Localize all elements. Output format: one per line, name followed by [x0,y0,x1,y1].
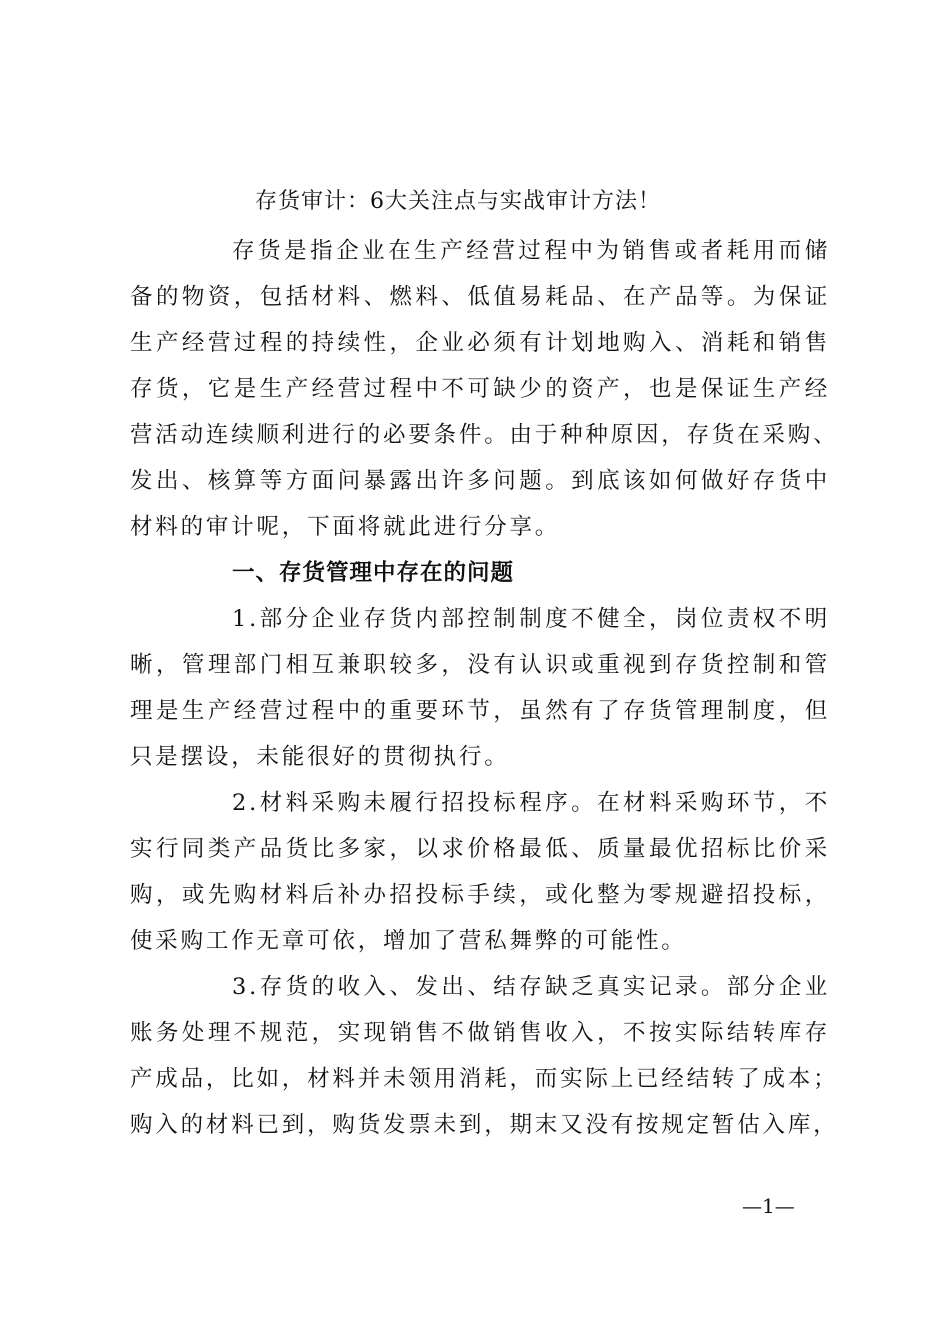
paragraph-line: 理是生产经营过程中的重要环节，虽然有了存货管理制度，但 [130,698,830,724]
paragraph-line: 备的物资，包括材料、燃料、低值易耗品、在产品等。为保证 [130,284,830,310]
paragraph-line: 发出、核算等方面问暴露出许多问题。到底该如何做好存货中 [130,468,830,494]
paragraph-line: 晰，管理部门相互兼职较多，没有认识或重视到存货控制和管 [130,652,830,678]
paragraph-line: 1.部分企业存货内部控制制度不健全，岗位责权不明 [232,606,830,632]
paragraph-line: 实行同类产品货比多家，以求价格最低、质量最优招标比价采 [130,836,830,862]
paragraph-line: 2.材料采购未履行招投标程序。在材料采购环节，不 [232,790,830,816]
paragraph-line: 营活动连续顺利进行的必要条件。由于种种原因，存货在采购、 [130,422,839,448]
item-1-paragraph [130,596,830,780]
paragraph-line: 只是摆设，未能很好的贯彻执行。 [130,744,510,770]
paragraph-line: 3.存货的收入、发出、结存缺乏真实记录。部分企业 [232,974,830,1000]
paragraph-line: 生产经营过程的持续性，企业必须有计划地购入、消耗和销售 [130,330,830,356]
paragraph-line: 材料的审计呢，下面将就此进行分享。 [130,514,561,540]
document-title: 存货审计：6大关注点与实战审计方法！ [255,189,661,214]
section-heading-block [130,550,830,596]
page-number: —1— [742,1194,795,1218]
paragraph-line: 购入的材料已到，购货发票未到，期末又没有按规定暂估入库， [130,1112,839,1138]
intro-paragraph [130,228,839,550]
paragraph-line: 存货是指企业在生产经营过程中为销售或者耗用而储 [232,238,830,264]
item-2-paragraph [130,780,830,964]
item-3-paragraph [130,964,839,1148]
paragraph-line: 购，或先购材料后补办招投标手续，或化整为零规避招投标， [130,882,830,908]
paragraph-line: 使采购工作无章可依，增加了营私舞弊的可能性。 [130,928,687,954]
paragraph-line: 产成品，比如，材料并未领用消耗，而实际上已经结转了成本； [130,1066,839,1092]
paragraph-line: 账务处理不规范，实现销售不做销售收入，不按实际结转库存 [130,1020,830,1046]
section-heading: 一、存货管理中存在的问题 [232,560,515,586]
paragraph-line: 存货，它是生产经营过程中不可缺少的资产，也是保证生产经 [130,376,830,402]
